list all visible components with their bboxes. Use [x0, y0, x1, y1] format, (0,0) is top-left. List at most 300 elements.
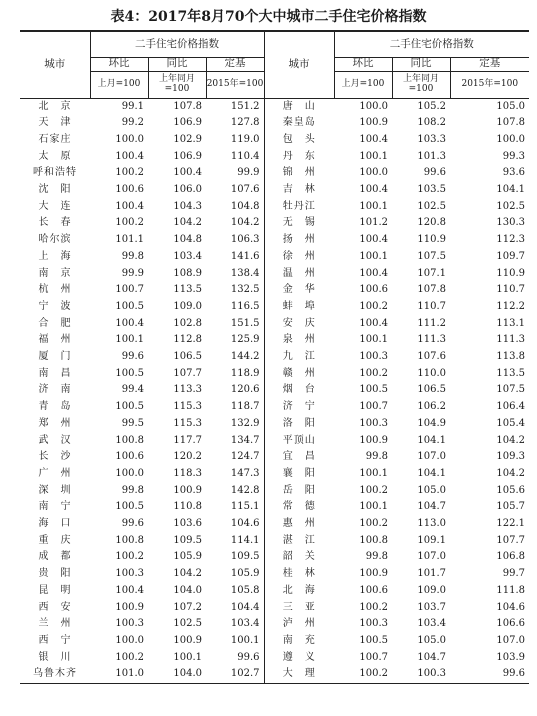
cell-city-right: 大 理 [264, 666, 334, 683]
cell-city-right: 宜 昌 [264, 449, 334, 466]
table-row [20, 449, 529, 466]
cell-mom-left: 100.0 [115, 635, 144, 646]
cell-fixed-right: 109.7 [496, 250, 526, 262]
cell-yoy-left: 112.8 [173, 334, 202, 346]
cell-fixed-left: 115.1 [230, 501, 260, 513]
cell-city-left: 成 都 [38, 551, 72, 563]
cell-fixed-right: 105.0 [496, 100, 526, 112]
header-group-left: 二手住宅价格指数 [90, 31, 264, 57]
cell-mom-right: 100.0 [359, 167, 389, 179]
cell-mom-right: 100.6 [359, 284, 389, 296]
cell-city-right: 韶 关 [264, 549, 334, 566]
cell-fixed-right: 113.1 [496, 317, 526, 329]
table-row [20, 98, 529, 115]
cell-yoy-left: 103.6 [173, 518, 202, 530]
cell-mom-right: 99.8 [365, 551, 389, 563]
cell-city-left: 北 京 [38, 100, 72, 112]
cell-mom-right: 101.2 [359, 217, 389, 229]
cell-yoy-right: 107.1 [417, 267, 447, 279]
cell-fixed-right: 99.6 [450, 666, 529, 683]
cell-mom-left: 100.4 [115, 317, 144, 329]
cell-city-right: 牡丹江 [264, 199, 334, 216]
cell-yoy-right: 103.7 [417, 601, 447, 613]
cell-fixed-right: 130.3 [496, 217, 526, 229]
cell-city-right: 北 海 [264, 583, 334, 600]
cell-city-left: 杭 州 [38, 284, 72, 296]
cell-yoy-left: 115.3 [173, 417, 202, 429]
cell-city-left: 合 肥 [38, 317, 72, 329]
cell-fixed-left: 102.7 [206, 666, 264, 683]
cell-fixed-right: 104.1 [496, 184, 526, 196]
cell-yoy-right: 111.2 [417, 317, 447, 329]
cell-mom-left: 100.5 [115, 401, 144, 413]
cell-yoy-left: 100.9 [173, 635, 202, 646]
header-mom-left: 环比 [90, 57, 148, 71]
cell-city-left: 深 圳 [38, 484, 72, 496]
table-row [20, 499, 529, 516]
cell-fixed-right: 107.8 [496, 117, 526, 129]
cell-city-left: 石家庄 [38, 133, 72, 145]
cell-mom-left: 99.4 [121, 384, 144, 396]
cell-city-left: 天 津 [38, 117, 72, 129]
cell-mom-left: 100.2 [115, 651, 144, 663]
cell-mom-left: 99.9 [121, 267, 144, 279]
header-mom-base-right: 上月=100 [334, 71, 392, 98]
cell-mom-left: 100.4 [115, 584, 144, 596]
cell-yoy-right: 109.0 [417, 584, 447, 596]
cell-yoy-right: 106.5 [417, 384, 447, 396]
cell-yoy-left: 104.0 [148, 666, 206, 683]
header-fixed-base-left: 2015年=100 [206, 71, 264, 98]
cell-fixed-left: 104.4 [230, 601, 260, 613]
cell-city-right: 常 德 [264, 499, 334, 516]
cell-city-left: 武 汉 [38, 434, 72, 446]
cell-yoy-right: 107.0 [417, 551, 447, 563]
table-row [20, 416, 529, 433]
cell-mom-right: 100.4 [359, 133, 389, 145]
cell-yoy-left: 106.5 [173, 351, 202, 363]
cell-mom-right: 100.4 [359, 267, 389, 279]
cell-city-right: 金 华 [264, 282, 334, 299]
cell-yoy-right: 103.5 [417, 184, 447, 196]
table-row [20, 282, 529, 299]
cell-fixed-right: 113.5 [496, 367, 526, 379]
cell-mom-left: 100.9 [115, 601, 144, 613]
cell-mom-right: 100.3 [359, 618, 389, 630]
cell-yoy-left: 100.4 [173, 167, 202, 179]
cell-yoy-left: 107.7 [173, 367, 202, 379]
cell-yoy-left: 120.2 [173, 451, 202, 463]
cell-fixed-left: 99.6 [237, 651, 260, 663]
cell-city-right: 襄 阳 [264, 466, 334, 483]
cell-fixed-left: 100.1 [230, 635, 260, 646]
cell-mom-left: 99.6 [121, 518, 144, 530]
cell-yoy-left: 117.7 [173, 434, 202, 446]
table-row [20, 549, 529, 566]
table-row [20, 633, 529, 650]
cell-mom-right: 100.1 [359, 467, 389, 479]
cell-city-right: 桂 林 [264, 566, 334, 583]
cell-mom-left: 99.6 [121, 351, 144, 363]
cell-mom-left: 100.5 [115, 367, 144, 379]
cell-yoy-left: 109.0 [173, 300, 202, 312]
table-row [20, 600, 529, 617]
cell-mom-left: 100.4 [115, 150, 144, 162]
cell-city-left: 呼和浩特 [33, 167, 77, 179]
cell-yoy-left: 102.5 [173, 618, 202, 630]
cell-city-left: 福 州 [38, 334, 72, 346]
cell-city-right: 包 头 [264, 132, 334, 149]
cell-yoy-right: 107.8 [417, 284, 447, 296]
cell-city-right: 湛 江 [264, 533, 334, 550]
cell-fixed-right: 105.7 [496, 501, 526, 513]
cell-yoy-left: 107.8 [173, 100, 202, 112]
cell-fixed-left: 110.4 [230, 150, 260, 162]
table-row [20, 433, 529, 450]
header-city-right: 城市 [264, 31, 334, 98]
header-fixed-left: 定基 [206, 57, 264, 71]
cell-mom-left: 99.8 [121, 484, 144, 496]
cell-fixed-left: 141.6 [230, 250, 260, 262]
cell-city-right: 泉 州 [264, 332, 334, 349]
cell-yoy-right: 105.2 [417, 100, 447, 112]
cell-yoy-left: 106.9 [173, 150, 202, 162]
table-row [20, 266, 529, 283]
header-yoy-base-right: 上年同月=100 [392, 71, 450, 98]
cell-fixed-right: 105.4 [496, 417, 526, 429]
cell-city-right: 赣 州 [264, 366, 334, 383]
header-group-right: 二手住宅价格指数 [334, 31, 529, 57]
cell-city-left: 西 安 [38, 601, 72, 613]
cell-mom-left: 100.8 [115, 434, 144, 446]
cell-fixed-right: 110.7 [496, 284, 526, 296]
cell-fixed-left: 104.6 [230, 518, 260, 530]
cell-city-right: 九 江 [264, 349, 334, 366]
cell-yoy-right: 104.7 [417, 501, 447, 513]
table-row [20, 299, 529, 316]
cell-yoy-right: 101.3 [417, 150, 447, 162]
cell-fixed-left: 106.3 [230, 234, 260, 246]
cell-yoy-left: 100.9 [173, 484, 202, 496]
cell-fixed-left: 105.9 [230, 568, 260, 580]
table-row [20, 666, 529, 683]
cell-fixed-right: 99.7 [502, 568, 526, 580]
price-index-table [20, 30, 529, 684]
cell-fixed-left: 147.3 [230, 467, 260, 479]
cell-yoy-left: 107.2 [173, 601, 202, 613]
cell-mom-left: 101.1 [115, 234, 144, 246]
cell-city-left: 重 庆 [38, 534, 72, 546]
cell-fixed-left: 124.7 [230, 451, 260, 463]
cell-mom-left: 100.3 [115, 618, 144, 630]
cell-city-left: 沈 阳 [38, 184, 72, 196]
cell-yoy-right: 105.0 [417, 484, 447, 496]
cell-yoy-right: 107.6 [417, 351, 447, 363]
table-row [20, 165, 529, 182]
cell-city-left: 昆 明 [38, 584, 72, 596]
cell-mom-right: 100.2 [359, 518, 389, 530]
cell-fixed-left: 144.2 [230, 351, 260, 363]
table-row [20, 232, 529, 249]
cell-city-left: 太 原 [38, 150, 72, 162]
table-row [20, 583, 529, 600]
cell-mom-left: 99.2 [121, 117, 144, 129]
cell-city-left: 海 口 [38, 518, 72, 530]
cell-mom-right: 100.2 [359, 601, 389, 613]
cell-mom-right: 100.2 [359, 367, 389, 379]
table-row [20, 332, 529, 349]
cell-yoy-right: 106.2 [417, 401, 447, 413]
cell-city-left: 南 昌 [38, 367, 72, 379]
cell-yoy-left: 106.9 [173, 117, 202, 129]
cell-yoy-left: 105.9 [173, 551, 202, 563]
cell-city-right: 烟 台 [264, 382, 334, 399]
cell-yoy-right: 100.3 [392, 666, 450, 683]
cell-fixed-right: 111.3 [496, 334, 526, 346]
cell-yoy-right: 109.1 [417, 534, 447, 546]
cell-fixed-left: 125.9 [230, 334, 260, 346]
cell-fixed-left: 142.8 [230, 484, 260, 496]
cell-mom-right: 100.9 [359, 117, 389, 129]
cell-yoy-right: 99.6 [423, 167, 447, 179]
cell-city-left: 厦 门 [38, 351, 72, 363]
cell-fixed-right: 104.6 [496, 601, 526, 613]
cell-mom-right: 100.1 [359, 501, 389, 513]
cell-yoy-left: 100.1 [173, 651, 202, 663]
cell-fixed-right: 109.3 [496, 451, 526, 463]
cell-fixed-left: 103.4 [230, 618, 260, 630]
cell-yoy-left: 104.2 [173, 217, 202, 229]
cell-yoy-right: 102.5 [417, 200, 447, 212]
cell-yoy-left: 102.9 [173, 133, 202, 145]
cell-yoy-left: 103.4 [173, 250, 202, 262]
cell-fixed-left: 118.7 [230, 401, 260, 413]
cell-city-right: 吉 林 [264, 182, 334, 199]
table-row [20, 382, 529, 399]
cell-fixed-right: 113.8 [496, 351, 526, 363]
cell-mom-right: 100.7 [359, 651, 389, 663]
table-row [20, 115, 529, 132]
cell-yoy-right: 104.9 [417, 417, 447, 429]
cell-fixed-right: 104.2 [496, 467, 526, 479]
cell-mom-right: 99.8 [365, 451, 389, 463]
cell-mom-left: 100.0 [115, 467, 144, 479]
cell-mom-right: 100.4 [359, 317, 389, 329]
cell-yoy-right: 113.0 [417, 518, 447, 530]
cell-city-left: 哈尔滨 [38, 234, 72, 246]
cell-fixed-right: 112.2 [496, 300, 526, 312]
cell-fixed-left: 132.5 [230, 284, 260, 296]
cell-mom-left: 100.4 [115, 200, 144, 212]
cell-fixed-right: 106.8 [496, 551, 526, 563]
cell-city-left: 西 宁 [38, 635, 72, 646]
cell-fixed-left: 138.4 [230, 267, 260, 279]
cell-mom-left: 100.5 [115, 501, 144, 513]
header-mom-base-left: 上月=100 [90, 71, 148, 98]
cell-city-left: 长 沙 [38, 451, 72, 463]
cell-mom-left: 100.3 [115, 568, 144, 580]
cell-city-right: 徐 州 [264, 249, 334, 266]
cell-yoy-left: 115.3 [173, 401, 202, 413]
cell-yoy-right: 110.9 [417, 234, 447, 246]
header-yoy-left: 同比 [148, 57, 206, 71]
cell-yoy-right: 104.7 [417, 651, 447, 663]
cell-mom-left: 100.2 [115, 167, 144, 179]
cell-mom-left: 99.5 [121, 417, 144, 429]
cell-mom-right: 100.2 [359, 300, 389, 312]
cell-mom-right: 100.5 [359, 635, 389, 646]
cell-mom-right: 100.4 [359, 234, 389, 246]
cell-mom-left: 100.5 [115, 300, 144, 312]
table-row [20, 215, 529, 232]
cell-fixed-left: 116.5 [230, 300, 260, 312]
header-fixed-base-right: 2015年=100 [450, 71, 529, 98]
cell-city-left: 上 海 [38, 250, 72, 262]
cell-city-left: 大 连 [38, 200, 72, 212]
cell-fixed-right: 99.3 [502, 150, 526, 162]
cell-fixed-right: 93.6 [502, 167, 526, 179]
cell-mom-right: 100.1 [359, 334, 389, 346]
cell-mom-left: 100.1 [115, 334, 144, 346]
cell-fixed-right: 106.4 [496, 401, 526, 413]
cell-fixed-left: 127.8 [230, 117, 260, 129]
cell-city-right: 遵 义 [264, 650, 334, 667]
table-row [20, 616, 529, 633]
table-row [20, 533, 529, 550]
cell-mom-left: 99.1 [121, 100, 144, 112]
table-body [20, 98, 529, 684]
cell-mom-left: 100.6 [115, 184, 144, 196]
cell-yoy-left: 106.0 [173, 184, 202, 196]
cell-mom-right: 100.2 [334, 666, 392, 683]
cell-city-right: 平顶山 [264, 433, 334, 450]
cell-yoy-right: 107.0 [417, 451, 447, 463]
table-row [20, 650, 529, 667]
cell-yoy-left: 113.3 [173, 384, 202, 396]
cell-city-right: 泸 州 [264, 616, 334, 633]
cell-fixed-right: 107.5 [496, 384, 526, 396]
cell-fixed-right: 104.2 [496, 434, 526, 446]
cell-fixed-left: 109.5 [230, 551, 260, 563]
cell-mom-right: 100.3 [359, 351, 389, 363]
cell-fixed-right: 107.7 [496, 534, 526, 546]
cell-city-right: 温 州 [264, 266, 334, 283]
cell-yoy-right: 120.8 [417, 217, 447, 229]
cell-fixed-right: 106.6 [496, 618, 526, 630]
cell-yoy-left: 109.5 [173, 534, 202, 546]
table-title: 表4：2017年8月70个大中城市二手住宅价格指数 [110, 9, 427, 25]
cell-fixed-left: 105.8 [230, 584, 260, 596]
cell-mom-right: 100.3 [359, 417, 389, 429]
cell-city-right: 安 庆 [264, 316, 334, 333]
cell-yoy-left: 110.8 [173, 501, 202, 513]
cell-mom-right: 100.9 [359, 568, 389, 580]
cell-mom-left: 99.8 [121, 250, 144, 262]
cell-city-left: 郑 州 [38, 417, 72, 429]
table-row [20, 349, 529, 366]
cell-fixed-right: 110.9 [496, 267, 526, 279]
cell-yoy-left: 104.2 [173, 568, 202, 580]
cell-city-left: 宁 波 [38, 300, 72, 312]
cell-city-left: 乌鲁木齐 [20, 666, 90, 683]
cell-yoy-left: 108.9 [173, 267, 202, 279]
cell-city-left: 长 春 [38, 217, 72, 229]
cell-city-right: 岳 阳 [264, 483, 334, 500]
cell-mom-left: 101.0 [90, 666, 148, 683]
cell-fixed-right: 122.1 [496, 518, 526, 530]
cell-city-left: 南 京 [38, 267, 72, 279]
cell-city-left: 南 宁 [38, 501, 72, 513]
cell-city-right: 洛 阳 [264, 416, 334, 433]
cell-city-right: 南 充 [264, 633, 334, 650]
cell-yoy-left: 104.3 [173, 200, 202, 212]
cell-fixed-right: 100.0 [496, 133, 526, 145]
cell-mom-right: 100.7 [359, 401, 389, 413]
table-row [20, 149, 529, 166]
cell-fixed-right: 112.3 [496, 234, 526, 246]
cell-city-right: 无 锡 [264, 215, 334, 232]
cell-fixed-left: 151.5 [230, 317, 260, 329]
header-yoy-base-left: 上年同月=100 [148, 71, 206, 98]
table-row [20, 249, 529, 266]
table-row [20, 182, 529, 199]
cell-fixed-right: 102.5 [496, 200, 526, 212]
cell-fixed-left: 120.6 [230, 384, 260, 396]
cell-yoy-right: 104.1 [417, 467, 447, 479]
cell-mom-left: 100.8 [115, 534, 144, 546]
cell-mom-right: 100.6 [359, 584, 389, 596]
cell-mom-right: 100.1 [359, 250, 389, 262]
cell-fixed-right: 103.9 [496, 651, 526, 663]
cell-city-right: 秦皇岛 [264, 115, 334, 132]
cell-yoy-left: 104.8 [173, 234, 202, 246]
cell-yoy-right: 105.0 [417, 635, 447, 646]
cell-mom-right: 100.4 [359, 184, 389, 196]
cell-fixed-left: 134.7 [230, 434, 260, 446]
cell-city-left: 青 岛 [38, 401, 72, 413]
header-mom-right: 环比 [334, 57, 392, 71]
cell-mom-right: 100.2 [359, 484, 389, 496]
cell-fixed-left: 132.9 [230, 417, 260, 429]
cell-city-left: 济 南 [38, 384, 72, 396]
cell-fixed-right: 105.6 [496, 484, 526, 496]
table-row [20, 199, 529, 216]
cell-city-left: 兰 州 [38, 618, 72, 630]
cell-fixed-left: 151.2 [230, 100, 260, 112]
cell-fixed-left: 118.9 [230, 367, 260, 379]
table-row [20, 516, 529, 533]
cell-yoy-right: 111.3 [417, 334, 447, 346]
cell-fixed-left: 114.1 [230, 534, 260, 546]
cell-mom-right: 100.9 [359, 434, 389, 446]
cell-yoy-right: 101.7 [417, 568, 447, 580]
cell-fixed-left: 119.0 [230, 133, 260, 145]
cell-mom-left: 100.2 [115, 551, 144, 563]
header-yoy-right: 同比 [392, 57, 450, 71]
table-row [20, 366, 529, 383]
table-row [20, 466, 529, 483]
cell-yoy-left: 102.8 [173, 317, 202, 329]
cell-yoy-right: 103.3 [417, 133, 447, 145]
header-city-left: 城市 [20, 31, 90, 98]
cell-yoy-right: 104.1 [417, 434, 447, 446]
table-row [20, 566, 529, 583]
cell-fixed-right: 107.0 [496, 635, 526, 646]
cell-mom-left: 100.7 [115, 284, 144, 296]
cell-city-right: 锦 州 [264, 165, 334, 182]
cell-yoy-right: 108.2 [417, 117, 447, 129]
table-row [20, 483, 529, 500]
